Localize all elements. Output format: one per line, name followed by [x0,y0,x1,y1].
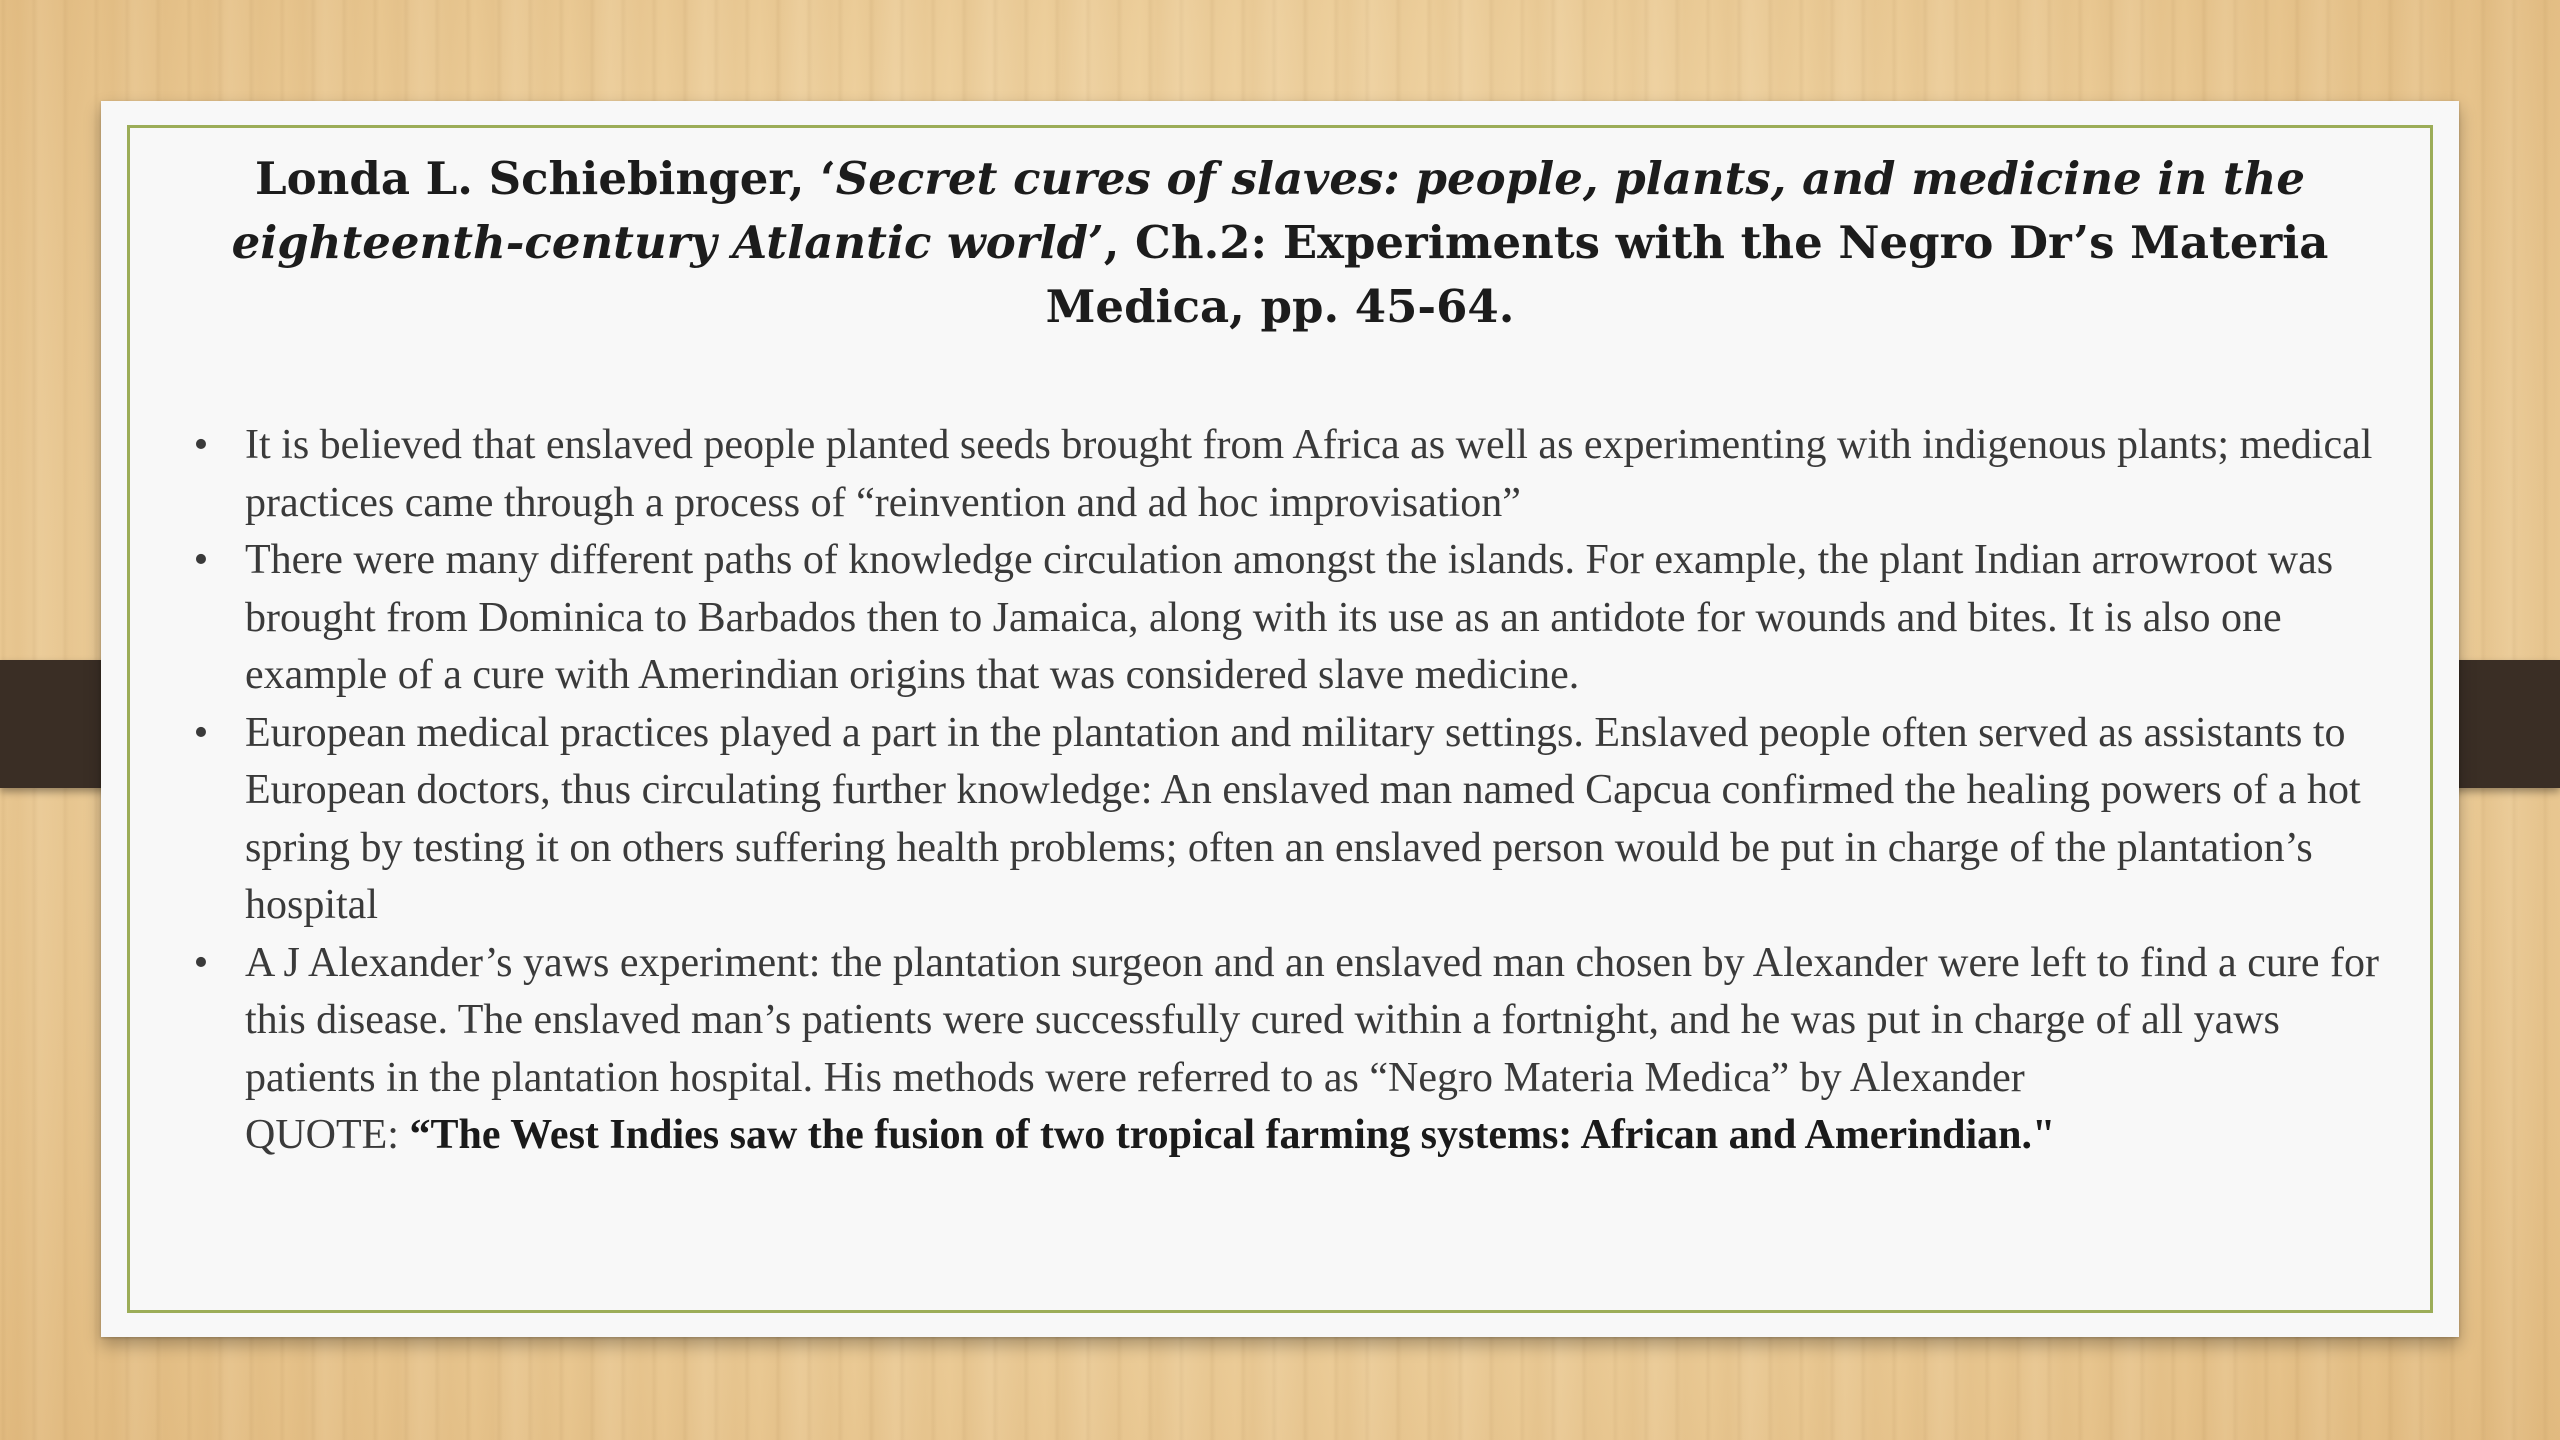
quote-label: QUOTE: [245,1112,410,1158]
bullet-list [181,417,2389,1165]
bullet-item [181,705,2389,935]
bullet-text: A J Alexander’s yaws experiment: the plantation surgeon and an enslaved man chosen by Alexander were left to find a cure for this disease. The enslaved man’s patients were successfully cured within a fortnight, and he was put in charge of all yaws patients in the plantation hospital. His methods were referred to as “Negro Materia Medica” by Alexander [245,939,2379,1101]
bullet-item [181,532,2389,705]
title-chapter: , Ch.2: Experiments with the Negro Dr’s Materia Medica, pp. 45-64. [1045,216,2329,333]
slide-card [101,101,2459,1337]
bullet-item [181,935,2389,1165]
quote-text: “The West Indies saw the fusion of two tropical farming systems: African and Amerindian." [409,1112,2056,1158]
bullet-text: European medical practices played a part in the plantation and military settings. Enslaved people often served as assistants to European doctors, thus circulating further knowledge: An enslaved man named Capcua confirmed the healing powers of a hot spring by testing it on others suffering health problems; often an enslaved person would be put in charge of the plantation’s hospital [245,709,2361,928]
bullet-item [181,417,2389,532]
bullet-dot: • [193,939,209,986]
bullet-dot: • [193,537,209,583]
quote-line [245,1107,2389,1165]
bullet-text: It is believed that enslaved people planted seeds brought from Africa as well as experimenting with indigenous plants; medical practices came through a process of “reinvention and ad hoc improvisation” [245,422,2373,526]
bullet-text: There were many different paths of knowledge circulation amongst the islands. For example, the plant Indian arrowroot was brought from Dominica to Barbados then to Jamaica, along with its use as an antidote for wounds and bites. It is also one example of a cure with Amerindian origins that was considered slave medicine. [245,537,2334,698]
title-author: Londa L. Schiebinger, ‘ [254,152,836,205]
title-book: Secret cures of slaves: people, plants, and medicine in the eighteenth-century Atlantic world’ [231,152,2306,269]
bullet-dot: • [193,422,209,468]
slide-title [221,147,2339,339]
bullet-dot: • [193,709,209,756]
